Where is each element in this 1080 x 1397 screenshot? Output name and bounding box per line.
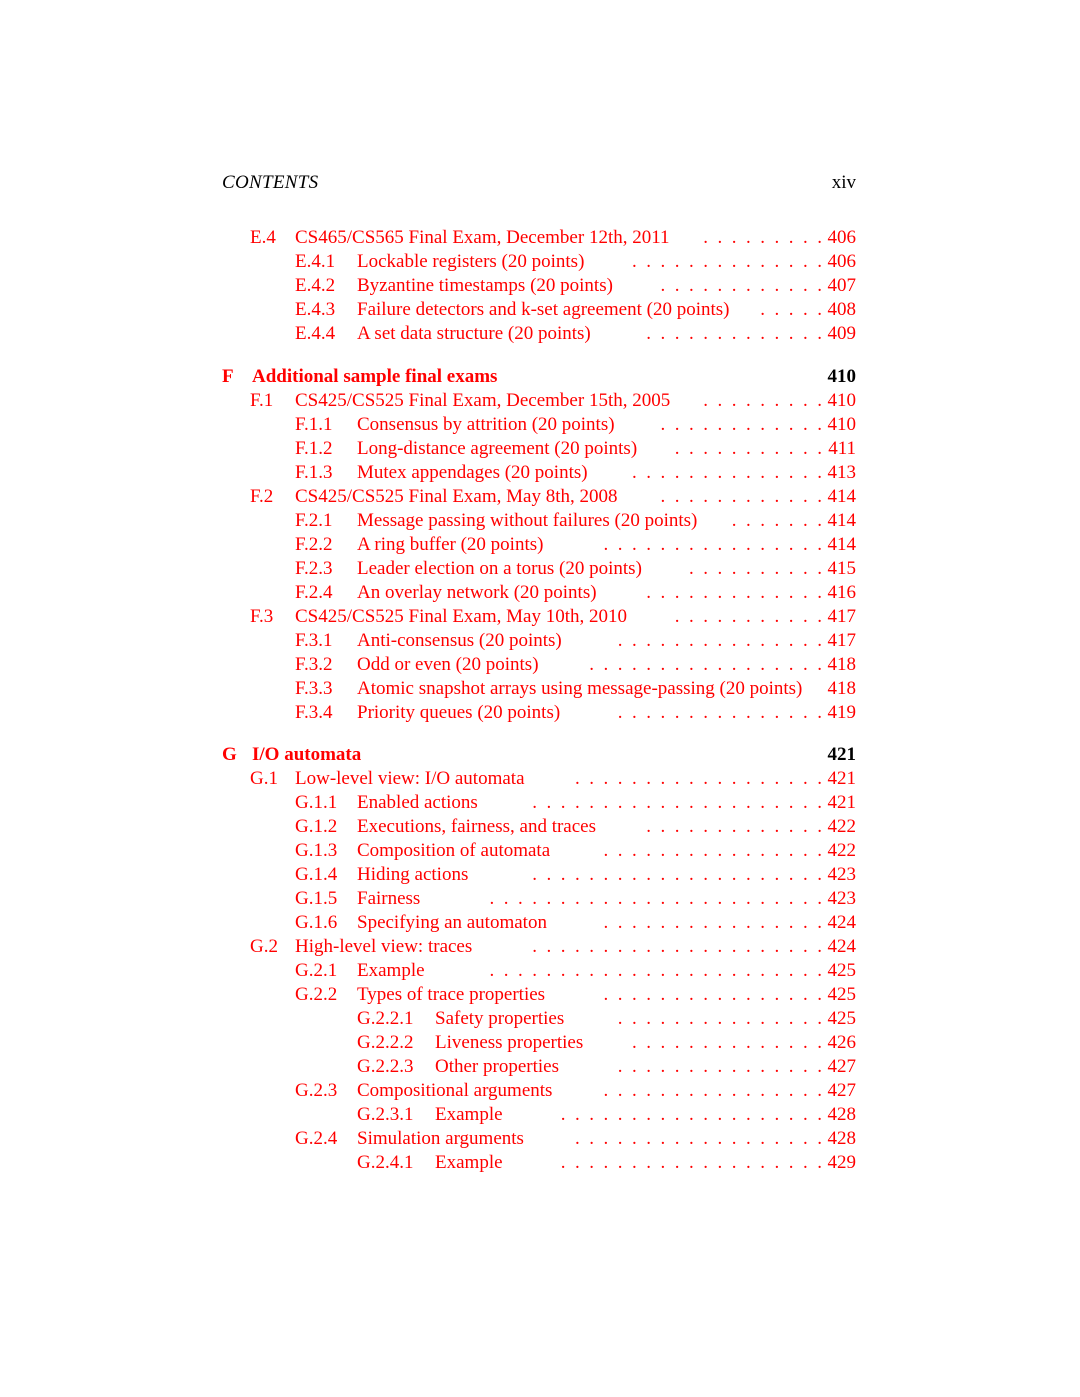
toc-entry-title: High-level view: traces: [295, 936, 473, 957]
toc-dot-leader: . . . . . . . . . . . . . . . . . .: [565, 1128, 822, 1149]
toc-entry-g-2-4[interactable]: [295, 1127, 856, 1151]
running-header-page-number: xiv: [831, 172, 856, 193]
toc-dot-leader: . . . . . . . . . . . . . . . . . . .: [551, 1104, 822, 1125]
toc-entry-page-number: 416: [827, 582, 856, 603]
toc-dot-leader: . . . . . . . . . . . . . . .: [608, 1008, 822, 1029]
toc-entry-title: Enabled actions: [357, 792, 478, 813]
toc-dot-leader: . . . . . . . . . . . . . . . . . . . . .: [522, 864, 822, 885]
toc-entry-page-number: 413: [827, 462, 856, 483]
toc-entry-e-4[interactable]: [250, 226, 856, 250]
toc-dot-leader: . . . . . . . . . . . . . . . .: [594, 984, 822, 1005]
toc-entry-number: E.4.3: [295, 299, 336, 320]
toc-entry-page-number: 426: [827, 1032, 856, 1053]
toc-entry-number: G.2.2.2: [357, 1032, 414, 1053]
toc-entry-title: Specifying an automaton: [357, 912, 547, 933]
toc-entry-g-1-1[interactable]: [295, 791, 856, 815]
toc-entry-page-number: 421: [827, 792, 856, 813]
toc-entry-page-number: 418: [827, 654, 856, 675]
toc-entry-f-3-3[interactable]: [295, 677, 856, 701]
toc-entry-number: G.1.1: [295, 792, 338, 813]
toc-entry-title: Long-distance agreement (20 points): [357, 438, 638, 459]
toc-entry-page-number: 415: [827, 558, 856, 579]
toc-dot-leader: . . . . . . . . . . .: [665, 606, 822, 627]
toc-entry-title: Additional sample final exams: [252, 366, 498, 387]
toc-entry-g[interactable]: [222, 743, 856, 767]
toc-entry-title: Compositional arguments: [357, 1080, 553, 1101]
toc-entry-page-number: 428: [827, 1104, 856, 1125]
toc-entry-number: G.1.6: [295, 912, 338, 933]
toc-dot-leader: . . . . . . . . . . . . .: [636, 582, 822, 603]
toc-dot-leader: . . . . . . . . . . . . . . . .: [594, 534, 822, 555]
toc-entry-number: G.1.2: [295, 816, 338, 837]
toc-entry-page-number: 425: [827, 984, 856, 1005]
toc-entry-g-1[interactable]: [250, 767, 856, 791]
toc-entry-title: CS425/CS525 Final Exam, May 10th, 2010: [295, 606, 627, 627]
toc-entry-title: Composition of automata: [357, 840, 551, 861]
toc-entry-e-4-2[interactable]: [295, 274, 856, 298]
toc-entry-title: A ring buffer (20 points): [357, 534, 544, 555]
toc-dot-leader: . . . . . . . . . . . . . . . . . .: [565, 768, 822, 789]
toc-entry-number: E.4.4: [295, 323, 336, 344]
toc-entry-number: G.2: [250, 936, 278, 957]
toc-entry-f-1[interactable]: [250, 389, 856, 413]
toc-dot-leader: . . . . . . . . . . . . .: [636, 816, 822, 837]
toc-entry-number: G.2.3.1: [357, 1104, 414, 1125]
toc-entry-f-2-1[interactable]: [295, 509, 856, 533]
toc-entry-page-number: 418: [827, 678, 856, 699]
toc-entry-number: G.1: [250, 768, 278, 789]
toc-entry-number: F.3.2: [295, 654, 333, 675]
toc-dot-leader: . . . . . . . . . . . . . . . . . . .: [551, 1152, 822, 1173]
toc-entry-page-number: 424: [827, 912, 856, 933]
toc-entry-number: F.2.1: [295, 510, 333, 531]
toc-entry-g-2-2-3[interactable]: [357, 1055, 856, 1079]
toc-dot-leader: . . . . . . . . . . . . . .: [622, 1032, 822, 1053]
toc-entry-title: CS425/CS525 Final Exam, December 15th, 2005: [295, 390, 671, 411]
toc-entry-f-3-2[interactable]: [295, 653, 856, 677]
toc-entry-title: Low-level view: I/O automata: [295, 768, 525, 789]
toc-entry-g-1-5[interactable]: [295, 887, 856, 911]
toc-entry-title: Example: [435, 1104, 503, 1125]
toc-entry-number: F.3: [250, 606, 274, 627]
toc-entry-g-2-3[interactable]: [295, 1079, 856, 1103]
toc-entry-title: Atomic snapshot arrays using message-passing (20 points): [357, 678, 803, 699]
toc-entry-page-number: 424: [827, 936, 856, 957]
toc-dot-leader: . . . . .: [750, 299, 822, 320]
toc-entry-number: G.2.4: [295, 1128, 338, 1149]
toc-entry-page-number: 425: [827, 960, 856, 981]
toc-entry-g-2[interactable]: [250, 935, 856, 959]
toc-entry-g-2-2[interactable]: [295, 983, 856, 1007]
toc-entry-g-1-2[interactable]: [295, 815, 856, 839]
toc-entry-g-2-2-1[interactable]: [357, 1007, 856, 1031]
toc-entry-page-number: 427: [827, 1080, 856, 1101]
toc-entry-title: Message passing without failures (20 points): [357, 510, 698, 531]
toc-entry-e-4-3[interactable]: [295, 298, 856, 322]
toc-entry-title: Failure detectors and k-set agreement (20 points): [357, 299, 730, 320]
toc-entry-f-2-4[interactable]: [295, 581, 856, 605]
toc-entry-number: G.2.2.1: [357, 1008, 414, 1029]
toc-entry-number: F.3.3: [295, 678, 333, 699]
toc-entry-page-number: 408: [827, 299, 856, 320]
toc-entry-number: F.2.4: [295, 582, 333, 603]
toc-entry-number: E.4.2: [295, 275, 336, 296]
toc-entry-page-number: 419: [827, 702, 856, 723]
toc-entry-number: F.1.3: [295, 462, 333, 483]
toc-entry-number: F.2.3: [295, 558, 333, 579]
toc-entry-title: I/O automata: [252, 744, 362, 765]
toc-entry-title: Simulation arguments: [357, 1128, 524, 1149]
toc-entry-page-number: 421: [827, 744, 856, 765]
toc-entry-title: Byzantine timestamps (20 points): [357, 275, 613, 296]
toc-dot-leader: . . . . . . . . . . . .: [651, 275, 822, 296]
toc-entry-title: Example: [435, 1152, 503, 1173]
toc-entry-page-number: 427: [827, 1056, 856, 1077]
toc-dot-leader: . . . . . . . . . . . . . . . . .: [579, 654, 822, 675]
toc-entry-f[interactable]: [222, 365, 856, 389]
toc-entry-number: G.2.3: [295, 1080, 338, 1101]
toc-entry-title: Lockable registers (20 points): [357, 251, 585, 272]
toc-entry-number: G.1.5: [295, 888, 338, 909]
toc-entry-page-number: 410: [827, 390, 856, 411]
toc-dot-leader: . . . . . . . . . . . . . . . .: [594, 912, 822, 933]
toc-entry-title: Liveness properties: [435, 1032, 584, 1053]
toc-entry-e-4-1[interactable]: [295, 250, 856, 274]
toc-dot-leader: . . . . . . . . . .: [679, 558, 822, 579]
toc-entry-number: F.1: [250, 390, 274, 411]
toc-entry-title: Leader election on a torus (20 points): [357, 558, 642, 579]
toc-entry-title: Example: [357, 960, 425, 981]
toc-dot-leader: . . . . . . . . . . . . .: [636, 323, 822, 344]
toc-entry-f-3[interactable]: [250, 605, 856, 629]
toc-entry-page-number: 407: [827, 275, 856, 296]
toc-entry-title: A set data structure (20 points): [357, 323, 591, 344]
toc-entry-page-number: 425: [827, 1008, 856, 1029]
toc-entry-title: Fairness: [357, 888, 421, 909]
toc-entry-f-1-2[interactable]: [295, 437, 856, 461]
toc-dot-leader: . . . . . . . . . . . . . .: [622, 251, 822, 272]
toc-dot-leader: . . . . . . . . . . . . . . .: [608, 1056, 822, 1077]
toc-entry-number: F.3.1: [295, 630, 333, 651]
toc-entry-number: G.2.2: [295, 984, 338, 1005]
toc-entry-page-number: 410: [827, 414, 856, 435]
toc-dot-leader: . . . . . . . . . . . . . . . .: [594, 840, 822, 861]
toc-dot-leader: . . . . . . . . . . . .: [651, 414, 822, 435]
toc-entry-title: Executions, fairness, and traces: [357, 816, 596, 837]
toc-entry-g-1-3[interactable]: [295, 839, 856, 863]
toc-entry-number: F.3.4: [295, 702, 333, 723]
toc-entry-title: Other properties: [435, 1056, 559, 1077]
toc-entry-page-number: 406: [827, 251, 856, 272]
toc-entry-f-2-2[interactable]: [295, 533, 856, 557]
toc-entry-f-3-4[interactable]: [295, 701, 856, 725]
toc-dot-leader: . . . . . . .: [722, 510, 822, 531]
toc-dot-leader: . . . . . . . . . . .: [665, 438, 822, 459]
toc-entry-f-2-3[interactable]: [295, 557, 856, 581]
toc-entry-number: F.2: [250, 486, 274, 507]
toc-entry-title: Priority queues (20 points): [357, 702, 561, 723]
toc-entry-page-number: 423: [827, 864, 856, 885]
toc-entry-f-2[interactable]: [250, 485, 856, 509]
toc-entry-page-number: 417: [827, 630, 856, 651]
toc-entry-g-1-4[interactable]: [295, 863, 856, 887]
toc-entry-page-number: 414: [827, 486, 856, 507]
toc-entry-title: Types of trace properties: [357, 984, 546, 1005]
running-header-title: CONTENTS: [222, 172, 319, 193]
toc-entry-page-number: 414: [827, 534, 856, 555]
toc-entry-title: Hiding actions: [357, 864, 469, 885]
toc-entry-e-4-4[interactable]: [295, 322, 856, 346]
toc-dot-leader: . . . . . . . . .: [693, 227, 822, 248]
toc-entry-page-number: 422: [827, 840, 856, 861]
toc-entry-number: F.2.2: [295, 534, 333, 555]
toc-entry-g-2-1[interactable]: [295, 959, 856, 983]
toc-dot-leader: . . . . . . . . .: [693, 390, 822, 411]
toc-entry-page-number: 410: [827, 366, 856, 387]
toc-entry-number: G.1.4: [295, 864, 338, 885]
toc-dot-leader: . . . . . . . . . . . . . . . . . . . . . . . .: [480, 960, 822, 981]
toc-entry-title: Mutex appendages (20 points): [357, 462, 588, 483]
toc-dot-leader: . . . . . . . . . . . . . . .: [608, 630, 822, 651]
toc-entry-title: CS465/CS565 Final Exam, December 12th, 2011: [295, 227, 670, 248]
toc-entry-number: F.1.1: [295, 414, 333, 435]
toc-entry-number: G.1.3: [295, 840, 338, 861]
toc-entry-page-number: 406: [827, 227, 856, 248]
toc-entry-number: G.2.1: [295, 960, 338, 981]
toc-entry-title: CS425/CS525 Final Exam, May 8th, 2008: [295, 486, 618, 507]
toc-entry-page-number: 414: [827, 510, 856, 531]
toc-dot-leader: . . . . . . . . . . . . . . .: [608, 702, 822, 723]
toc-entry-page-number: 421: [827, 768, 856, 789]
toc-entry-number: F.1.2: [295, 438, 333, 459]
toc-entry-g-2-4-1[interactable]: [357, 1151, 856, 1175]
toc-dot-leader: . . . . . . . . . . . . . . . .: [594, 1080, 822, 1101]
toc-entry-f-1-1[interactable]: [295, 413, 856, 437]
toc-entry-title: Anti-consensus (20 points): [357, 630, 562, 651]
toc-dot-leader: . . . . . . . . . . . . . .: [622, 462, 822, 483]
toc-dot-leader: . . . . . . . . . . . . . . . . . . . . .: [522, 792, 822, 813]
toc-entry-number: E.4.1: [295, 251, 336, 272]
toc-dot-leader: . . . . . . . . . . . . . . . . . . . . .: [522, 936, 822, 957]
toc-entry-g-2-3-1[interactable]: [357, 1103, 856, 1127]
toc-entry-page-number: 422: [827, 816, 856, 837]
toc-entry-number: F: [222, 366, 234, 387]
toc-entry-page-number: 423: [827, 888, 856, 909]
toc-entry-number: G: [222, 744, 237, 765]
toc-entry-page-number: 409: [827, 323, 856, 344]
toc-entry-g-1-6[interactable]: [295, 911, 856, 935]
toc-entry-g-2-2-2[interactable]: [357, 1031, 856, 1055]
toc-entry-number: G.2.4.1: [357, 1152, 414, 1173]
toc-entry-f-1-3[interactable]: [295, 461, 856, 485]
toc-dot-leader: . . . . . . . . . . . . . . . . . . . . . . . .: [480, 888, 822, 909]
toc-entry-f-3-1[interactable]: [295, 629, 856, 653]
toc-entry-page-number: 429: [827, 1152, 856, 1173]
toc-entry-page-number: 411: [828, 438, 856, 459]
toc-entry-number: G.2.2.3: [357, 1056, 414, 1077]
toc-entry-number: E.4: [250, 227, 276, 248]
toc-dot-leader: . . . . . . . . . . . .: [651, 486, 822, 507]
toc-entry-title: Odd or even (20 points): [357, 654, 539, 675]
toc-entry-page-number: 417: [827, 606, 856, 627]
toc-entry-page-number: 428: [827, 1128, 856, 1149]
toc-entry-title: Consensus by attrition (20 points): [357, 414, 615, 435]
toc-entry-title: Safety properties: [435, 1008, 565, 1029]
toc-entry-title: An overlay network (20 points): [357, 582, 597, 603]
